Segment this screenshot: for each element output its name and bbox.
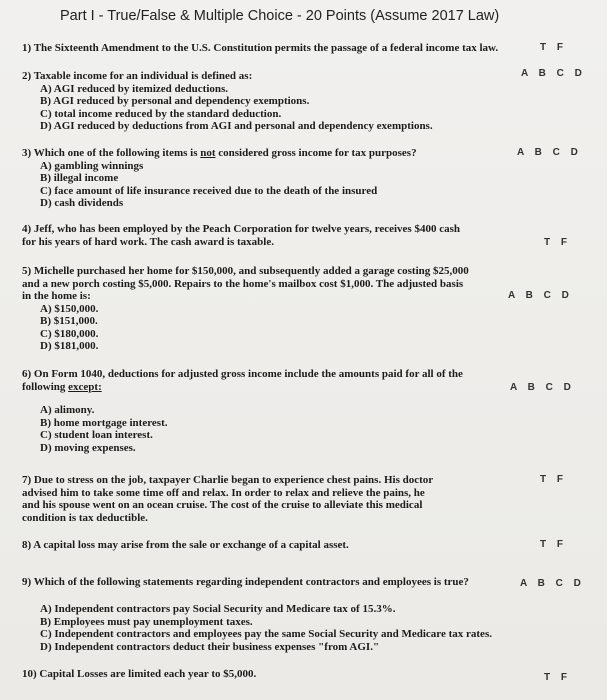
question-line-1: 5) Michelle purchased her home for $150,000, and subsequently added a garage costing $25,000 [22,265,469,277]
option-c: C) Independent contractors and employees pay the same Social Security and Medicare tax rates. [40,628,492,640]
option-b: B) AGI reduced by personal and dependency exemptions. [40,95,310,107]
option-c: C) $180,000. [40,327,99,340]
question-text: 1) The Sixteenth Amendment to the U.S. Constitution permits the passage of a federal income tax law. [22,42,499,54]
option-c: C) total income reduced by the standard deduction. [40,107,282,120]
question-4 [22,223,460,248]
question-line-2: advised him to take some time off and relax. In order to relax and relieve the pains, he [22,486,425,499]
question-9-options [22,603,492,653]
answer-choices-q10[interactable]: T F [544,672,571,683]
question-1 [22,42,498,55]
option-a: A) alimony. [40,404,95,416]
question-line-2: following except: [22,380,102,393]
option-c: C) student loan interest. [40,429,153,441]
question-stem: 3) Which one of the following items is not considered gross income for tax purposes? [22,147,417,159]
answer-choices-q1[interactable]: T F [540,42,567,53]
question-line-2: for his years of hard work. The cash award is taxable. [22,235,274,248]
question-3 [22,147,417,210]
option-d: D) $181,000. [40,340,99,352]
question-6 [22,368,463,393]
option-a: A) $150,000. [40,302,99,315]
question-line-3: in the home is: [22,290,91,302]
question-9 [22,576,469,589]
question-stem: 9) Which of the following statements regarding independent contractors and employees is true? [22,576,469,588]
answer-choices-q6[interactable]: A B C D [510,382,575,393]
question-text: 10) Capital Losses are limited each year to $5,000. [22,668,257,680]
answer-choices-q8[interactable]: T F [540,539,567,550]
answer-choices-q4[interactable]: T F [544,237,571,248]
question-text: 8) A capital loss may arise from the sale or exchange of a capital asset. [22,539,349,551]
question-line-4: condition is tax deductible. [22,511,148,524]
question-line-3: and his spouse went on an ocean cruise. The cost of the cruise to alleviate this medical [22,499,423,511]
question-line-1: 7) Due to stress on the job, taxpayer Charlie began to experience chest pains. His doctor [22,474,434,486]
answer-choices-q3[interactable]: A B C D [517,147,582,158]
answer-choices-q7[interactable]: T F [540,474,567,485]
question-2 [22,70,433,133]
option-d: D) cash dividends [40,197,124,209]
question-stem: 2) Taxable income for an individual is defined as: [22,70,253,82]
option-a: A) AGI reduced by itemized deductions. [40,82,229,95]
question-6-options [22,404,167,454]
question-line-1: 6) On Form 1040, deductions for adjusted gross income include the amounts paid for all of the [22,368,463,380]
option-b: B) $151,000. [40,315,98,327]
option-c: C) face amount of life insurance received due to the death of the insured [40,184,378,197]
page-title: Part I - True/False & Multiple Choice - 20 Points (Assume 2017 Law) [60,8,500,24]
option-b: B) illegal income [40,172,119,184]
option-d: D) Independent contractors deduct their business expenses "from AGI." [40,640,380,653]
answer-choices-q2[interactable]: A B C D [521,68,586,79]
question-10 [22,668,256,681]
option-a: A) Independent contractors pay Social Security and Medicare tax of 15.3%. [40,603,396,615]
question-5 [22,265,469,353]
question-line-2: and a new porch costing $5,000. Repairs to the home's mailbox cost $1,000. The adjusted basis [22,277,464,290]
question-8 [22,539,349,552]
answer-choices-q5[interactable]: A B C D [508,290,573,301]
option-d: D) AGI reduced by deductions from AGI and personal and dependency exemptions. [40,120,433,132]
option-b: B) Employees must pay unemployment taxes. [40,615,253,628]
option-b: B) home mortgage interest. [40,416,168,429]
option-a: A) gambling winnings [40,159,144,172]
question-7 [22,474,433,524]
question-line-1: 4) Jeff, who has been employed by the Peach Corporation for twelve years, receives $400 cash [22,223,460,235]
answer-choices-q9[interactable]: A B C D [520,578,585,589]
option-d: D) moving expenses. [40,441,136,454]
